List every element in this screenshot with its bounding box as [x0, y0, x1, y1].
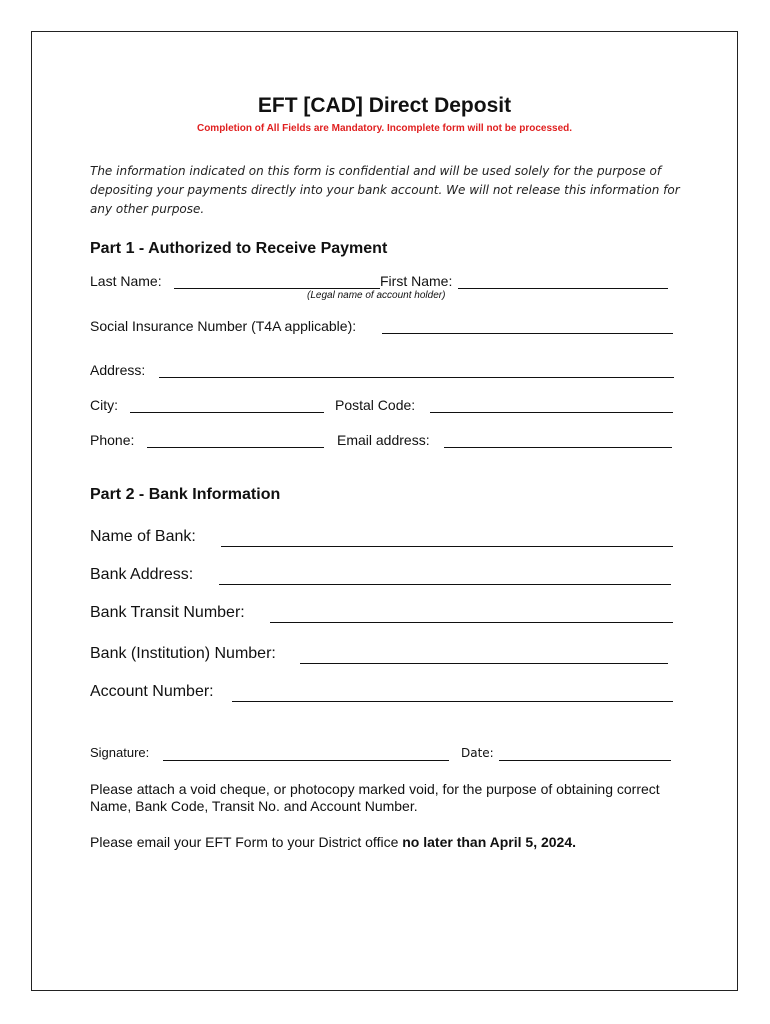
sin-field[interactable]: [382, 333, 673, 334]
void-cheque-note: Please attach a void cheque, or photocopy marked void, for the purpose of obtaining correct Name, Bank Code, Transit No. and Account Number.: [90, 781, 660, 814]
bank-address-field[interactable]: [219, 584, 671, 585]
address-field[interactable]: [159, 377, 674, 378]
phone-label: Phone:: [90, 432, 135, 448]
mandatory-notice: Completion of All Fields are Mandatory. Incomplete form will not be processed.: [196, 123, 573, 134]
email-label: Email address:: [337, 432, 430, 448]
date-label: Date:: [461, 746, 494, 760]
transit-number-field[interactable]: [270, 622, 673, 623]
city-label: City:: [90, 397, 118, 413]
legal-name-note: (Legal name of account holder): [307, 290, 446, 301]
form-page: [31, 31, 738, 991]
first-name-field[interactable]: [458, 288, 668, 289]
last-name-label: Last Name:: [90, 273, 162, 289]
date-field[interactable]: [499, 760, 671, 761]
last-name-field[interactable]: [174, 288, 380, 289]
phone-field[interactable]: [147, 447, 324, 448]
email-deadline-note: [90, 834, 576, 850]
institution-number-label: Bank (Institution) Number:: [90, 645, 276, 662]
account-number-label: Account Number:: [90, 683, 214, 700]
bank-name-field[interactable]: [221, 546, 673, 547]
bank-address-label: Bank Address:: [90, 566, 194, 583]
email-note-text: Please email your EFT Form to your District office: [90, 834, 403, 850]
city-field[interactable]: [130, 412, 324, 413]
bank-name-label: Name of Bank:: [90, 528, 196, 545]
email-deadline: no later than April 5, 2024.: [402, 834, 577, 850]
sin-label: Social Insurance Number (T4A applicable):: [90, 318, 357, 334]
email-field[interactable]: [444, 447, 672, 448]
transit-number-label: Bank Transit Number:: [90, 604, 245, 621]
postal-code-field[interactable]: [430, 412, 673, 413]
signature-label: Signature:: [90, 745, 150, 760]
postal-code-label: Postal Code:: [335, 397, 416, 413]
confidentiality-notice: The information indicated on this form is confidential and will be used solely for the purpose of depositing your payments directly into your bank account. We will not release this information for any other purpose.: [90, 164, 680, 216]
part1-heading: Part 1 - Authorized to Receive Payment: [90, 240, 388, 257]
address-label: Address:: [90, 362, 146, 378]
account-number-field[interactable]: [232, 701, 673, 702]
signature-field[interactable]: [163, 760, 449, 761]
part2-heading: Part 2 - Bank Information: [90, 486, 281, 503]
form-title: EFT [CAD] Direct Deposit: [257, 94, 512, 117]
first-name-label: First Name:: [380, 273, 453, 289]
institution-number-field[interactable]: [300, 663, 668, 664]
